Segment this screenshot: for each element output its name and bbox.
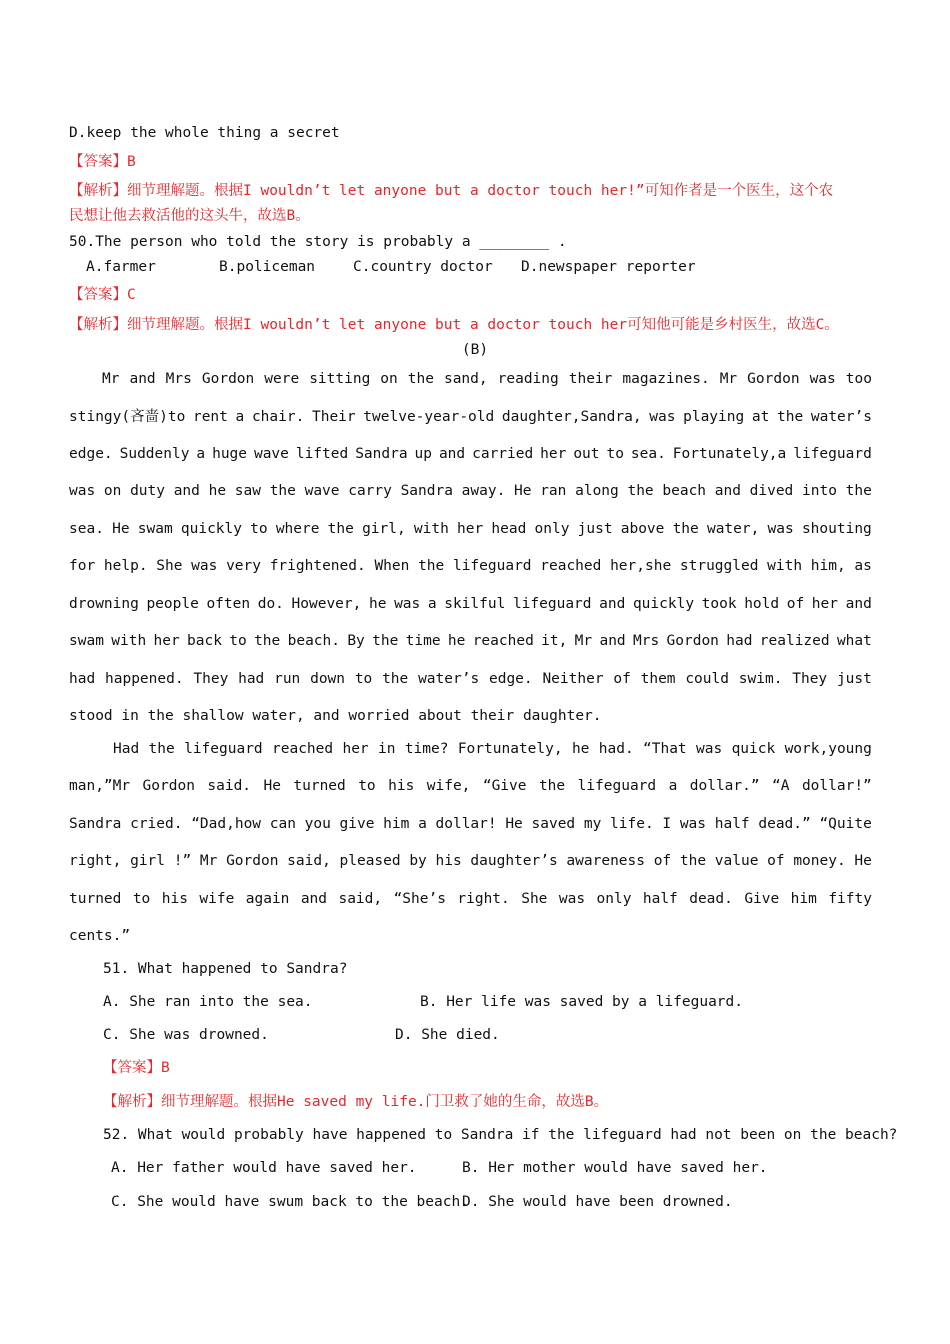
q51-option-a: A. She ran into the sea. <box>103 994 313 1010</box>
passage-line: Had the lifeguard reached her in time? Fortunately, he had. “That was quick work,young <box>113 741 872 757</box>
q51-option-c: C. She was drowned. <box>103 1027 269 1043</box>
q49-analysis-line-2: 民想让他去救活他的这头牛，故选B。 <box>69 208 310 224</box>
q50-answer: 【答案】C <box>69 287 136 303</box>
q50-question: 50.The person who told the story is probably a ________ . <box>69 234 567 250</box>
q52-option-a: A. Her father would have saved her. <box>111 1160 417 1176</box>
q52-option-d: D. She would have been drowned. <box>462 1194 733 1210</box>
q50-option-b: B.policeman <box>219 259 316 275</box>
q50-option-d: D.newspaper reporter <box>521 259 696 275</box>
passage-line: edge. Suddenly a huge wave lifted Sandra up and carried her out to sea. Fortunately,a lifeguard <box>69 446 872 462</box>
passage-line: had happened. They had run down to the water’s edge. Neither of them could swim. They just <box>69 671 872 687</box>
passage-line: man,”Mr Gordon said. He turned to his wife, “Give the lifeguard a dollar.” “A dollar!” <box>69 778 872 794</box>
passage-line: right, girl !” Mr Gordon said, pleased by his daughter’s awareness of the value of money. He <box>69 853 872 869</box>
passage-line: drowning people often do. However, he was a skilful lifeguard and quickly took hold of her and <box>69 596 872 612</box>
q50-analysis: 【解析】细节理解题。根据I wouldn’t let anyone but a doctor touch her可知他可能是乡村医生，故选C。 <box>69 317 839 333</box>
q52-option-c: C. She would have swum back to the beach. <box>111 1194 469 1210</box>
passage-line: for help. She was very frightened. When the lifeguard reached her,she struggled with him, as <box>69 558 872 574</box>
passage-line: swam with her back to the beach. By the time he reached it, Mr and Mrs Gordon had realized what <box>69 633 872 649</box>
passage-line: stood in the shallow water, and worried about their daughter. <box>69 708 602 724</box>
q51-answer: 【答案】B <box>103 1060 170 1076</box>
q49-answer: 【答案】B <box>69 154 136 170</box>
q52-question: 52. What would probably have happened to Sandra if the lifeguard had not been on the beach? <box>103 1127 898 1143</box>
section-label: (B) <box>461 342 489 358</box>
passage-line: Mr and Mrs Gordon were sitting on the sand, reading their magazines. Mr Gordon was too <box>102 371 872 387</box>
q51-option-b: B. Her life was saved by a lifeguard. <box>420 994 744 1010</box>
q51-option-d: D. She died. <box>395 1027 500 1043</box>
q50-option-a: A.farmer <box>86 259 156 275</box>
q52-option-b: B. Her mother would have saved her. <box>462 1160 768 1176</box>
passage-line: stingy(吝啬)to rent a chair. Their twelve-year-old daughter,Sandra, was playing at the water’s <box>69 409 872 425</box>
passage-line: cents.” <box>69 928 131 944</box>
q49-option-d: D.keep the whole thing a secret <box>69 125 340 141</box>
passage-line: Sandra cried. “Dad,how can you give him a dollar! He saved my life. I was half dead.” “Quite <box>69 816 872 832</box>
passage-line: sea. He swam quickly to where the girl, with her head only just above the water, was shouting <box>69 521 872 537</box>
q51-analysis: 【解析】细节理解题。根据He saved my life.门卫救了她的生命，故选B。 <box>103 1094 609 1110</box>
passage-line: was on duty and he saw the wave carry Sandra away. He ran along the beach and dived into the <box>69 483 872 499</box>
passage-line: turned to his wife again and said, “She’s right. She was only half dead. Give him fifty <box>69 891 872 907</box>
q50-option-c: C.country doctor <box>353 259 493 275</box>
q51-question: 51. What happened to Sandra? <box>103 961 348 977</box>
q49-analysis-line-1: 【解析】细节理解题。根据I wouldn’t let anyone but a doctor touch her!”可知作者是一个医生，这个农 <box>69 183 834 199</box>
